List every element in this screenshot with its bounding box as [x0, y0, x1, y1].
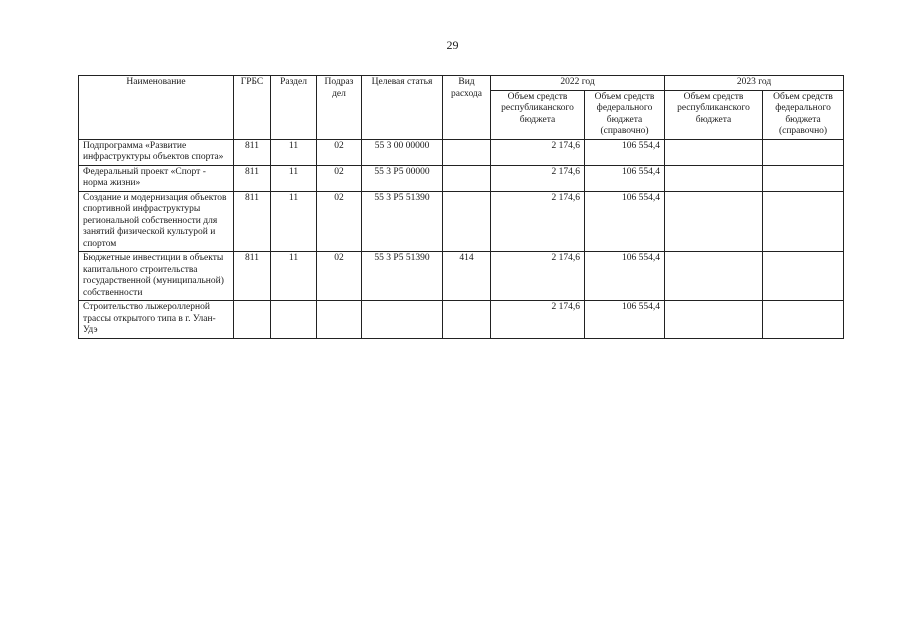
cell-fed-budget-2022: 106 554,4 — [585, 139, 665, 165]
cell-fed-budget-2022: 106 554,4 — [585, 191, 665, 252]
cell-grbs — [234, 301, 271, 339]
cell-target-item: 55 3 Р5 51390 — [362, 252, 443, 301]
cell-rep-budget-2022: 2 174,6 — [491, 301, 585, 339]
cell-expense-type — [443, 139, 491, 165]
cell-name: Создание и модернизация объектов спортивной инфраструктуры региональной собственности для занятий физической культурой и спортом — [79, 191, 234, 252]
cell-fed-budget-2022: 106 554,4 — [585, 165, 665, 191]
cell-grbs: 811 — [234, 252, 271, 301]
cell-name: Подпрограмма «Развитие инфраструктуры объектов спорта» — [79, 139, 234, 165]
cell-expense-type: 414 — [443, 252, 491, 301]
cell-rep-budget-2023 — [665, 165, 763, 191]
cell-fed-budget-2023 — [763, 252, 844, 301]
cell-fed-budget-2023 — [763, 191, 844, 252]
cell-expense-type — [443, 191, 491, 252]
cell-rep-budget-2022: 2 174,6 — [491, 252, 585, 301]
cell-section: 11 — [271, 165, 317, 191]
cell-rep-budget-2023 — [665, 301, 763, 339]
cell-name: Строительство лыжероллерной трассы открытого типа в г. Улан-Удэ — [79, 301, 234, 339]
cell-rep-budget-2022: 2 174,6 — [491, 165, 585, 191]
header-year-2023: 2023 год — [665, 76, 844, 91]
cell-target-item: 55 3 00 00000 — [362, 139, 443, 165]
cell-subsection: 02 — [317, 139, 362, 165]
table-row — [79, 252, 844, 301]
cell-target-item: 55 3 Р5 51390 — [362, 191, 443, 252]
header-fed-budget-2023: Объем средств федерального бюджета (справочно) — [763, 90, 844, 139]
table-row — [79, 191, 844, 252]
cell-fed-budget-2023 — [763, 139, 844, 165]
cell-name: Бюджетные инвестиции в объекты капитального строительства государственной (муниципальной) собственности — [79, 252, 234, 301]
cell-fed-budget-2022: 106 554,4 — [585, 301, 665, 339]
cell-section — [271, 301, 317, 339]
table-row — [79, 139, 844, 165]
header-rep-budget-2023: Объем средств республиканского бюджета — [665, 90, 763, 139]
header-expense-type: Вид расхода — [443, 76, 491, 140]
cell-grbs: 811 — [234, 139, 271, 165]
cell-target-item: 55 3 Р5 00000 — [362, 165, 443, 191]
cell-grbs: 811 — [234, 191, 271, 252]
header-rep-budget-2022: Объем средств республиканского бюджета — [491, 90, 585, 139]
cell-rep-budget-2023 — [665, 191, 763, 252]
header-row — [79, 76, 844, 91]
table-body — [79, 139, 844, 338]
cell-rep-budget-2023 — [665, 252, 763, 301]
cell-name: Федеральный проект «Спорт - норма жизни» — [79, 165, 234, 191]
page-number: 29 — [446, 38, 459, 52]
cell-subsection: 02 — [317, 165, 362, 191]
cell-target-item — [362, 301, 443, 339]
header-fed-budget-2022: Объем средств федерального бюджета (справочно) — [585, 90, 665, 139]
cell-section: 11 — [271, 191, 317, 252]
cell-subsection — [317, 301, 362, 339]
cell-fed-budget-2022: 106 554,4 — [585, 252, 665, 301]
cell-subsection: 02 — [317, 252, 362, 301]
cell-rep-budget-2022: 2 174,6 — [491, 139, 585, 165]
cell-subsection: 02 — [317, 191, 362, 252]
table-row — [79, 165, 844, 191]
cell-fed-budget-2023 — [763, 301, 844, 339]
header-year-2022: 2022 год — [491, 76, 665, 91]
header-name: Наименование — [79, 76, 234, 140]
header-grbs: ГРБС — [234, 76, 271, 140]
cell-fed-budget-2023 — [763, 165, 844, 191]
budget-table — [78, 75, 844, 339]
table-row — [79, 301, 844, 339]
cell-section: 11 — [271, 139, 317, 165]
cell-grbs: 811 — [234, 165, 271, 191]
header-section: Раздел — [271, 76, 317, 140]
header-target-item: Целевая статья — [362, 76, 443, 140]
cell-rep-budget-2023 — [665, 139, 763, 165]
cell-rep-budget-2022: 2 174,6 — [491, 191, 585, 252]
cell-expense-type — [443, 165, 491, 191]
cell-section: 11 — [271, 252, 317, 301]
cell-expense-type — [443, 301, 491, 339]
header-subsection: Подраз дел — [317, 76, 362, 140]
